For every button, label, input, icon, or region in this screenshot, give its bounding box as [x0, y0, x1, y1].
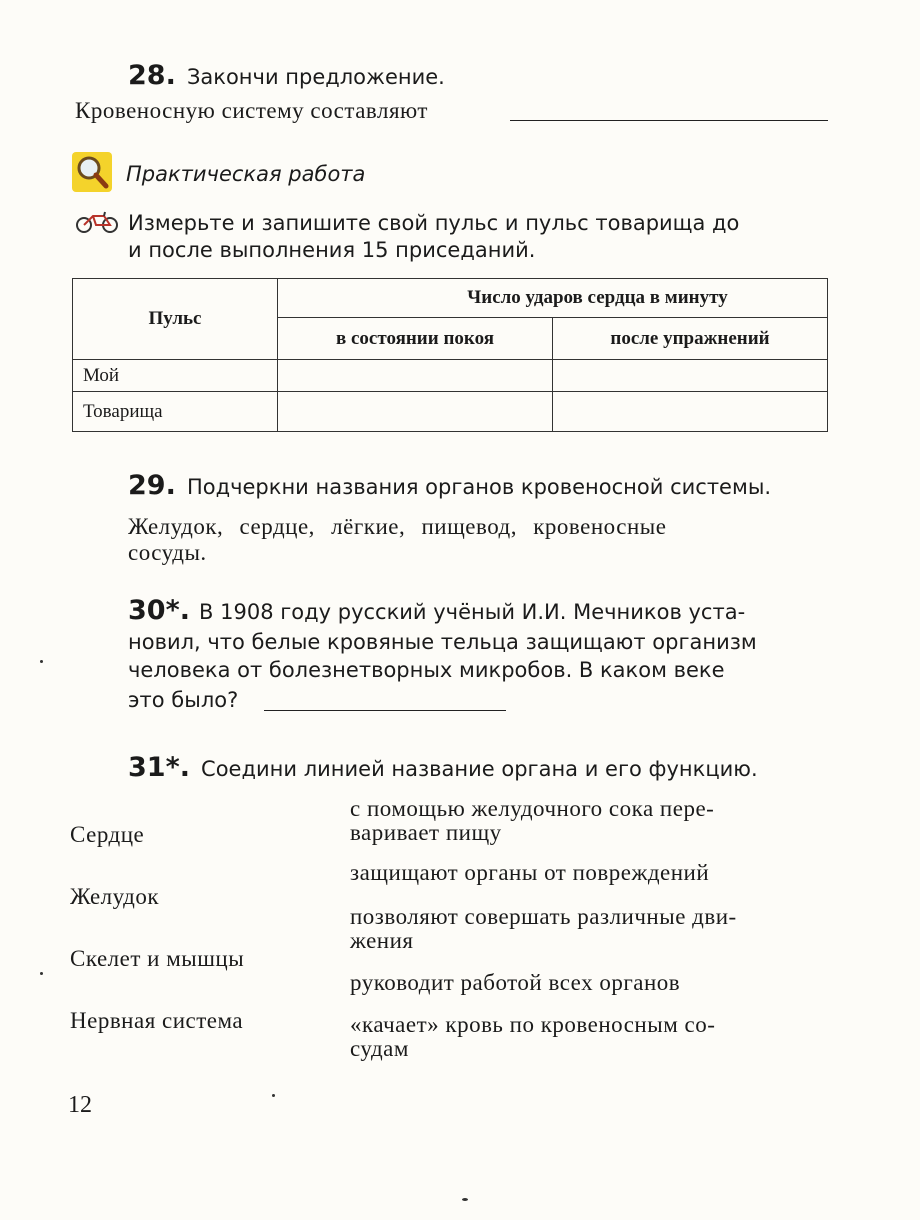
task-29-organs-line1[interactable]: Желудок, сердце, лёгкие, пищевод, кровеносные — [128, 514, 667, 539]
cell-mine-rest[interactable] — [278, 360, 553, 392]
task-30-line4: это было? — [128, 688, 239, 712]
task-30-number: 30*. — [128, 595, 190, 626]
function-blood-line2: судам — [350, 1036, 409, 1061]
task-31-prompt: Соедини линией название органа и его функцию. — [201, 757, 758, 781]
cell-mine-after[interactable] — [553, 360, 828, 392]
task-28-number: 28. — [128, 60, 176, 91]
task-28-sentence: Кровеносную систему составляют — [75, 98, 428, 123]
speck — [40, 660, 43, 663]
practical-instruction-line1: Измерьте и запишите свой пульс и пульс товарища до — [128, 211, 740, 235]
function-digestion-line1: с помощью желудочного сока пере- — [350, 796, 715, 821]
task-29-prompt: Подчеркни названия органов кровеносной системы. — [186, 475, 772, 499]
organ-stomach[interactable]: Желудок — [70, 884, 160, 909]
speck — [462, 1198, 468, 1201]
practical-instruction-line2: и после выполнения 15 приседаний. — [128, 238, 536, 262]
organ-skeleton-muscles[interactable]: Скелет и мышцы — [70, 946, 245, 971]
header-at-rest: в состоянии покоя — [278, 318, 553, 360]
organ-heart[interactable]: Сердце — [70, 822, 145, 847]
task-29-organs-line2[interactable]: сосуды. — [128, 540, 207, 565]
task-29-header — [128, 470, 771, 501]
cell-friend-rest[interactable] — [278, 392, 553, 432]
organ-nervous-system[interactable]: Нервная система — [70, 1008, 244, 1033]
task-28-prompt: Закончи предложение. — [186, 65, 445, 89]
bicycle-icon — [74, 210, 120, 238]
row-label-mine: Мой — [73, 360, 278, 392]
function-movement-line2: жения — [350, 928, 414, 953]
header-pulse: Пульс — [73, 279, 278, 360]
task-31-number: 31*. — [128, 752, 190, 783]
task-29-number: 29. — [128, 470, 176, 501]
header-after-exercise: после упражнений — [553, 318, 828, 360]
speck — [40, 972, 43, 975]
task-31-header — [128, 752, 758, 783]
function-digestion-line2: варивает пищу — [350, 820, 502, 845]
speck — [272, 1094, 275, 1097]
task-30-line3: человека от болезнетворных микробов. В каком веке — [128, 658, 725, 682]
function-movement-line1: позволяют совершать различные дви- — [350, 904, 737, 929]
task-30-line2: новил, что белые кровяные тельца защищают организм — [128, 630, 757, 654]
task-30-line1: В 1908 году русский учёный И.И. Мечников уста- — [199, 600, 746, 624]
table-row — [73, 360, 828, 392]
magnifier-icon — [72, 152, 112, 192]
task-28-answer-line[interactable] — [510, 120, 828, 121]
row-label-friend: Товарища — [73, 392, 278, 432]
header-heartbeats: Число ударов сердца в минуту — [278, 279, 828, 318]
cell-friend-after[interactable] — [553, 392, 828, 432]
page-number: 12 — [68, 1092, 92, 1118]
function-control[interactable]: руководит работой всех органов — [350, 970, 681, 995]
function-protection[interactable]: защищают органы от повреждений — [350, 860, 710, 885]
pulse-table — [72, 278, 828, 432]
practical-work-title: Практическая работа — [126, 162, 366, 186]
task-28-header — [128, 60, 445, 91]
function-blood-line1: «качает» кровь по кровеносным со- — [350, 1012, 716, 1037]
table-row — [73, 392, 828, 432]
task-30-line1-wrap — [128, 595, 745, 626]
task-30-answer-line[interactable] — [264, 710, 506, 711]
